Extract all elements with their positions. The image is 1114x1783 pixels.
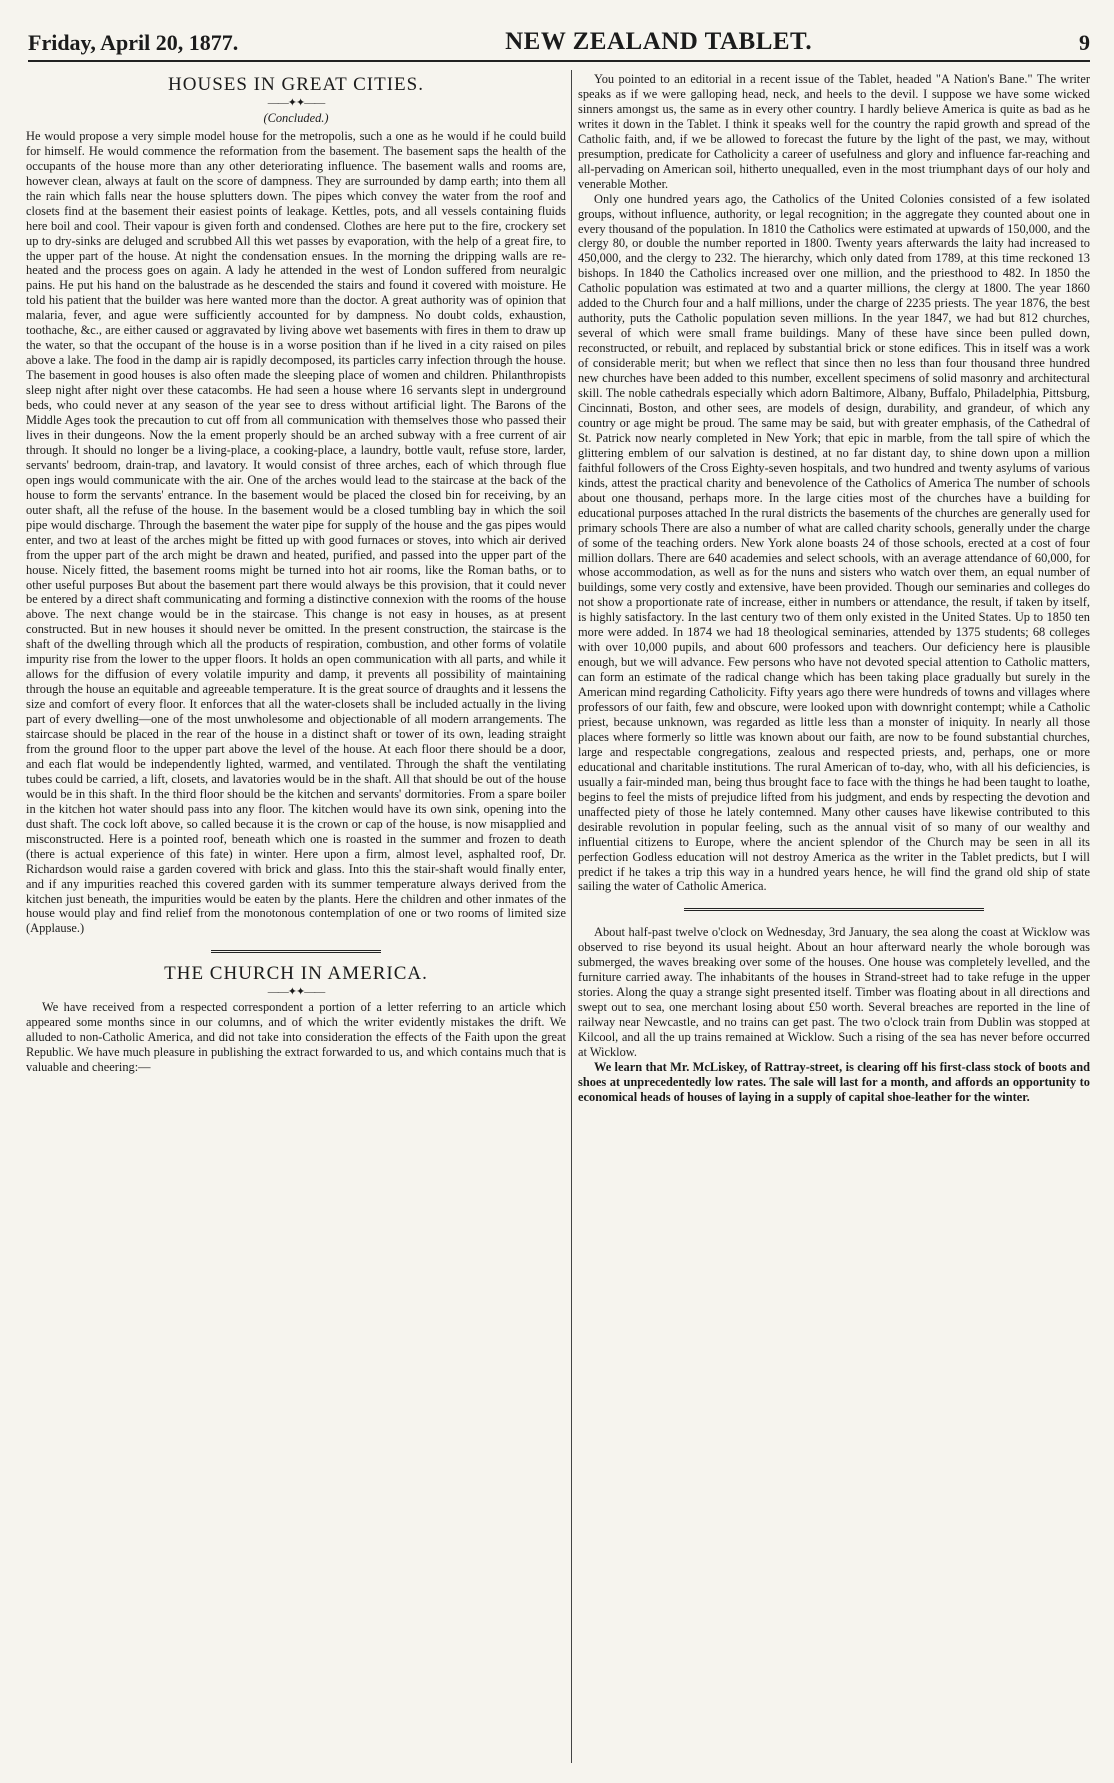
headline-ornament: ——✦✦——	[267, 986, 325, 999]
masthead	[28, 28, 1090, 62]
article-headline-church: THE CHURCH IN AMERICA.	[164, 963, 428, 985]
left-column	[26, 72, 566, 1763]
advert-paragraph: We learn that Mr. McLiskey, of Rattray-street, is clearing off his first-class stock of boots and shoes at unprecedentedly low rates. The sale will last for a month, and affords an opportunity to economical heads of houses of laying in a supply of capital shoe-leather for the winter.	[578, 1060, 1090, 1104]
headline-ornament: ——✦✦——	[267, 96, 325, 109]
letter-paragraph: Only one hundred years ago, the Catholics of the United Colonies consisted of a few isolated groups, without influence, authority, or legal recognition; in the aggregate they counted about one in every thousand of the population. In 1810 the Catholics were estimated at upwards of 150,000, and the clergy 80, or double the number reported in 1800. Twenty years afterwards the laity had increased to 450,000, and the clergy to 232. The hierarchy, which only dated from 1789, at this time reckoned 13 bishops. In 1840 the Catholics increased over one million, and the priesthood to 482. In 1850 the Catholic population was estimated at two and a quarter millions, the clergy at 1800. The year 1860 added to the Church four and a half millions, under the charge of 2235 priests. The year 1876, the best authority, puts the Catholic population seven millions. In the year 1847, we had but 812 churches, several of which were small frame buildings. Many of these have since been pulled down, reconstructed, or rebuilt, and replaced by substantial brick or stone edifices. This in itself was a work of considerable merit; but when we reflect that since then no less than four thousand three hundred new churches have been added to this number, excellent specimens of solid masonry and architectural skill. The noble cathedrals especially which adorn Baltimore, Albany, Buffalo, Philadelphia, Pittsburg, Cincinnati, Boston, and other sees, are models of design, durability, and grandeur, of which any country or age might be proud. The same may be said, but with greater emphasis, of the Cathedral of St. Patrick now nearly completed in New York; that epic in marble, from the tall spire of which the glittering emblem of our salvation is destined, at no far distant day, to shine down upon a million faithful followers of the Cross Eighty-seven hospitals, and two hundred and twenty asylums of various kinds, attest the practical charity and benevolence of the Catholics of America The number of schools about one thousand, perhaps more. In the large cities most of the churches have a building for educational purposes attached In the rural districts the basements of the churches are generally used for primary schools There are also a number of what are called charity schools, generally under the charge of some of the teaching orders. New York alone boasts 24 of those schools, erected at a cost of four million dollars. There are 640 academies and select schools, with an average attendance of 60,000, for whose accommodation, as well as for the nuns and sisters who watch over them, an equal number of buildings, some very costly and extensive, have been provided. Though our seminaries and colleges do not show a proportionate rate of increase, either in numbers or attendance, the result, if taken by itself, is highly satisfactory. In the last century two of them only existed in the United States. Up to 1850 ten more were added. In 1874 we had 18 theological seminaries, attended by 1375 students; 68 colleges with over 10,000 pupils, and about 600 professors and teachers. Our deficiency here is plausible enough, but we will advance. Few persons who have not devoted special attention to Catholic matters, can form an estimate of the radical change which has been taking place gradually but surely in the American mind regarding Catholicity. Fifty years ago there were hundreds of towns and villages where professors of our faith, few and obscure, were looked upon with downright contempt; while a Catholic priest, because unknown, was regarded as little less than a monster of iniquity. In nearly all those places where formerly so little was known about our faith, are now to be found substantial churches, large and respectable congregations, zealous and respected priests, and, perhaps, one or more educational and charitable institutions. The rural American of to-day, who, with all his deficiencies, is usually a fair-minded man, being thus brought face to face with the things he had been taught to loathe, begins to feel the mists of prejudice lifted from his judgment, and ends by respecting the devotion and unaffected piety of those he lately contemned. Many other causes have likewise contributed to this desirable revolution in popular feeling, such as the annual visit of so many of our wealthy and influential citizens to Europe, where the ancient splendor of the Church may be seen in all its perfection Godless education will not destroy America as the writer in the Tablet predicts, but I will predict if he takes a trip this way in a hundred years hence, he will find the grand old ship of state sailing the water of Catholic America.	[578, 191, 1090, 894]
letter-paragraph: You pointed to an editorial in a recent issue of the Tablet, headed "A Nation's Bane." The writer speaks as if we were galloping head, neck, and heels to the devil. I suppose we have some wicked sinners amongst us, the same as in every other country. I hardly believe America is quite as bad as he writes it down in the Tablet. I think it speaks well for the country the rapid growth and spread of the Catholic faith, and, if we be allowed to forecast the future by the light of the past, we may, without presumption, predicate for Catholicity a career of usefulness and glory and influence far-reaching and all-pervading on American soil, hitherto unequalled, even in the most triumphant days of our holy and venerable Mother.	[578, 72, 1090, 191]
issue-date: Friday, April 20, 1877.	[28, 30, 239, 55]
page-number: 9	[1078, 30, 1090, 55]
section-divider	[211, 950, 381, 955]
article-headline-houses: HOUSES IN GREAT CITIES.	[168, 74, 424, 95]
news-paragraph: About half-past twelve o'clock on Wednesday, 3rd January, the sea along the coast at Wicklow was observed to rise beyond its usual height. About an hour afterward nearly the whole borough was submerged, the waves breaking over some of the houses. One house was completely levelled, and the furniture carried away. The inhabitants of the houses in Strand-street had to take refuge in the upper stories. Along the quay a strange sight presented itself. Timber was floating about in all directions and swept out to sea, one merchant losing about £50 worth. Several breaches are reported in the line of railway near Newcastle, and no trains can get past. The two o'clock train from Dublin was stopped at Kilcool, and all the up trains remained at Wicklow. Such a rising of the sea has never before occurred at Wicklow.	[578, 925, 1090, 1060]
paper-title: NEW ZEALAND TABLET.	[505, 28, 813, 55]
article-subtitle: (Concluded.)	[263, 110, 329, 125]
article-paragraph: He would propose a very simple model house for the metropolis, such a one as he would if he could build for himself. He would commence the reformation from the basement. The basement saps the health of the occupants of the house more than any other deteriorating influence. The basement walls and rooms are, however clean, always at fault on the score of dampness. They are surrounded by damp earth; into them all the rain which falls near the house splutters down. The pipes which convey the water from the roof and closets find at the basement their easiest points of leakage. Kettles, pots, and all vessels containing fluids here boil and cool. Their vapour is given forth and condensed. Clothes are here put to the fire, crockery set up to dry-sinks are deluged and scrubbed All this wet passes by evaporation, with the help of a great fire, to the upper part of the house. At night the condensation ensues. In the morning the dripping walls are re-heated and the process goes on again. A lady he attended in the west of London suffered from neuralgic pains. He put his hand on the balustrade as he descended the stairs and found it covered with moisture. He told his patient that the builder was here wanted more than the doctor. A great authority was of opinion that malaria, fever, and ague were sufficiently accounted for by dampness. No doubt colds, exhaustion, toothache, &c., are either caused or aggravated by living above wet basements with fires in them to draw up the water, so that the occupant of the house is in a worse position than if he lived in a city raised on piles above a lake. The food in the damp air is rapidly decomposed, its particles carry infection through the house. The basement in good houses is also often made the sleeping place of women and children. Philanthropists sleep night after night over these catacombs. He had seen a house where 16 servants slept in underground beds, who could never at any season of the year see to dress without artificial light. The Barons of the Middle Ages took the precaution to cut off from all communication with themselves those who passed their lives in their dungeons. Now the la ement properly should be an arched subway with a free current of air through. It should no longer be a living-place, a cooking-place, a laundry, bottle vault, refuse store, larder, servants' bedroom, drain-trap, and lavatory. It would consist of three arches, each of which through flue open ings would communicate with the air. One of the arches would lead to the staircase at the back of the house to form the servants' entrance. In the basement would be placed the closed bin for receiving, by an outer shaft, all the refuse of the house. In the basement would be a closed tumbling bay in which the soil pipe would discharge. Through the basement the water pipe for supply of the house and the gas pipes would enter, and two at least of the arches might be fitted up with good furnaces or stoves, into which air derived from the upper part of the arch might be drawn and heated, purified, and passed into the upper part of the house. Nicely fitted, the basement rooms might be turned into hot air rooms, like the Roman baths, or to other useful purposes But about the basement part there would always be this provision, that it could never be entered by a direct shaft communicating and forming a distinctive connexion with the rooms of the house above. The next change would be in the staircase. This change is not easy in houses, as at present constructed. But in new houses it should never be omitted. In the present construction, the staircase is the shaft of the dwelling through which all the products of respiration, combustion, and other forms of volatile impurity rise from the lower to the upper floors. It holds an open communication with all parts, and while it allows for the diffusion of every volatile impurity and damp, it prevents all possibility of maintaining through the house an equitable and agreeable temperature. It is the great source of draughts and it lessens the size and comfort of every floor. It enforces that all the water-closets shall be included actually in the living part of every dwelling—one of the most unwholesome and objectionable of all modern arrangements. The staircase should be placed in the rear of the house in a distinct shaft or tower of its own, leading straight from the ground floor to the upper part above the level of the house. At each floor there should be a door, and each flat would be independently lighted, warmed, and ventilated. Through the shaft the ventilating tubes could be carried, a lift, closets, and lavatories would be in the shaft. All that should be out of the house would be in this shaft. In the third floor should be the kitchen and servants' dormitories. From a spare boiler in the kitchen hot water should pass into any floor. The kitchen would have its own sink, opening into the dust shaft. The cock loft above, so called because it is the crown or cap of the house, is now misapplied and misconstructed. Here is a pointed roof, beneath which one is roasted in the summer and frozen to death (there is actual experience of this fate) in winter. Here upon a firm, almost level, asphalted roof, Dr. Richardson would raise a garden covered with brick and glass. Into this the stair-shaft would finally enter, and if any impurities reached this covered garden with its summer temperature always derived from the kitchen just beneath, the impurities would be eaten by the plants. Here the children and other inmates of the house would play and find relief from the monotonous contemplation of one or two rooms of limited size (Applause.)	[26, 128, 566, 936]
right-column	[578, 72, 1090, 1763]
article-paragraph: We have received from a respected correspondent a portion of a letter referring to an article which appeared some months since in our columns, and of which the writer evidently mistakes the drift. We alluded to non-Catholic America, and did not take into consideration the effects of the Faith upon the great Republic. We have much pleasure in publishing the extract forwarded to us, and which contains much that is valuable and cheering:—	[26, 1000, 566, 1075]
column-divider	[571, 70, 572, 1763]
section-divider	[684, 908, 984, 913]
